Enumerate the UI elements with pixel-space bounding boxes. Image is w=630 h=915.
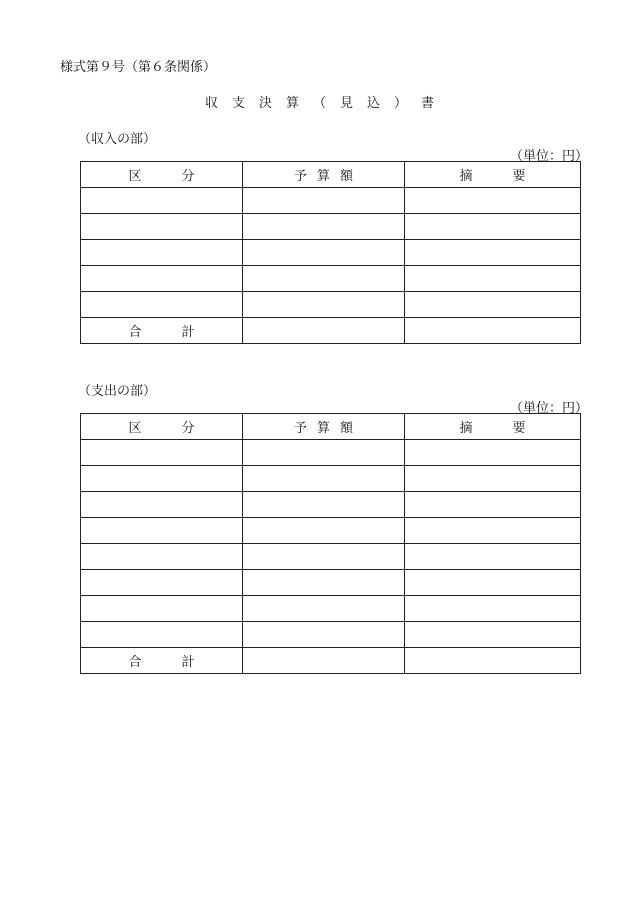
income-table [80, 161, 581, 344]
form-number: 様式第９号（第６条関係） [60, 60, 217, 75]
remarks-cell[interactable] [405, 266, 581, 292]
category-cell[interactable] [81, 596, 243, 622]
remarks-cell[interactable] [405, 466, 581, 492]
header-budget-amount: 予算額 [243, 414, 405, 440]
budget-amount-cell[interactable] [243, 492, 405, 518]
category-cell[interactable] [81, 518, 243, 544]
income-header-row [81, 162, 581, 188]
income-total-row [81, 318, 581, 344]
header-budget-amount: 予算額 [243, 162, 405, 188]
budget-amount-cell[interactable] [243, 188, 405, 214]
header-remarks: 摘要 [405, 162, 581, 188]
category-cell[interactable] [81, 214, 243, 240]
remarks-cell[interactable] [405, 440, 581, 466]
category-cell[interactable] [81, 266, 243, 292]
expense-unit-label: （単位：円） [510, 401, 589, 416]
total-remarks-cell[interactable] [405, 318, 581, 344]
table-row [81, 492, 581, 518]
total-budget-cell[interactable] [243, 648, 405, 674]
expense-header-row [81, 414, 581, 440]
budget-amount-cell[interactable] [243, 570, 405, 596]
remarks-cell[interactable] [405, 214, 581, 240]
total-label-cell: 合計 [81, 648, 243, 674]
total-budget-cell[interactable] [243, 318, 405, 344]
table-row [81, 570, 581, 596]
table-row [81, 440, 581, 466]
header-category: 区分 [81, 162, 243, 188]
expense-rows [81, 440, 581, 648]
table-row [81, 292, 581, 318]
income-rows [81, 188, 581, 318]
budget-amount-cell[interactable] [243, 544, 405, 570]
income-unit-label: （単位：円） [510, 149, 589, 164]
category-cell[interactable] [81, 188, 243, 214]
header-remarks: 摘要 [405, 414, 581, 440]
table-row [81, 596, 581, 622]
category-cell[interactable] [81, 544, 243, 570]
category-cell[interactable] [81, 492, 243, 518]
budget-amount-cell[interactable] [243, 266, 405, 292]
remarks-cell[interactable] [405, 622, 581, 648]
category-cell[interactable] [81, 570, 243, 596]
table-row [81, 544, 581, 570]
table-row [81, 622, 581, 648]
table-row [81, 266, 581, 292]
table-row [81, 214, 581, 240]
category-cell[interactable] [81, 440, 243, 466]
category-cell[interactable] [81, 622, 243, 648]
remarks-cell[interactable] [405, 188, 581, 214]
expense-table [80, 413, 581, 674]
remarks-cell[interactable] [405, 596, 581, 622]
budget-amount-cell[interactable] [243, 440, 405, 466]
budget-amount-cell[interactable] [243, 214, 405, 240]
budget-amount-cell[interactable] [243, 518, 405, 544]
category-cell[interactable] [81, 240, 243, 266]
budget-amount-cell[interactable] [243, 292, 405, 318]
category-cell[interactable] [81, 466, 243, 492]
income-section-label: （収入の部） [78, 132, 157, 147]
budget-amount-cell[interactable] [243, 622, 405, 648]
category-cell[interactable] [81, 292, 243, 318]
table-row [81, 466, 581, 492]
table-row [81, 188, 581, 214]
remarks-cell[interactable] [405, 492, 581, 518]
total-label-cell: 合計 [81, 318, 243, 344]
total-remarks-cell[interactable] [405, 648, 581, 674]
remarks-cell[interactable] [405, 518, 581, 544]
budget-amount-cell[interactable] [243, 596, 405, 622]
budget-amount-cell[interactable] [243, 466, 405, 492]
budget-amount-cell[interactable] [243, 240, 405, 266]
header-category: 区分 [81, 414, 243, 440]
remarks-cell[interactable] [405, 292, 581, 318]
expense-total-row [81, 648, 581, 674]
table-row [81, 518, 581, 544]
remarks-cell[interactable] [405, 570, 581, 596]
remarks-cell[interactable] [405, 240, 581, 266]
table-row [81, 240, 581, 266]
document-title: 収支決算（見込）書 [205, 96, 449, 111]
remarks-cell[interactable] [405, 544, 581, 570]
expense-section-label: （支出の部） [78, 384, 157, 399]
